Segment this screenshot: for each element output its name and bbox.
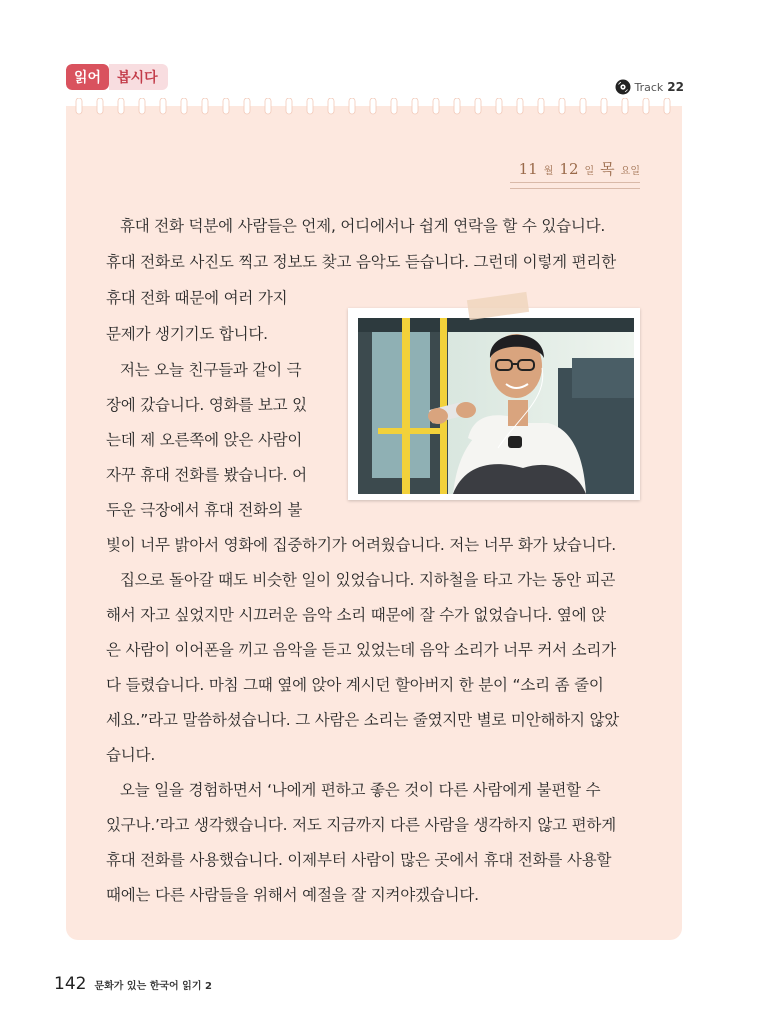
date-month-unit: 월 [543, 166, 554, 177]
body-line-15: 세요.”라고 말씀하셨습니다. 그 사람은 소리는 줄였지만 별로 미안해하지 않았 [106, 711, 620, 729]
body-line-19: 휴대 전화를 사용했습니다. 이제부터 사람이 많은 곳에서 휴대 전화를 사용할 [106, 851, 612, 869]
body-line-18: 있구나.’라고 생각했습니다. 저도 지금까지 다른 사람을 생각하지 않고 편하게 [106, 816, 616, 834]
body-line-11: 집으로 돌아갈 때도 비슷한 일이 있었습니다. 지하철을 타고 가는 동안 피곤 [120, 571, 616, 589]
body-line-14: 다 들렸습니다. 마침 그때 옆에 앉아 계시던 할아버지 한 분이 “소리 좀 줄이 [106, 676, 604, 694]
book-title: 문화가 있는 한국어 읽기 2 [94, 981, 212, 992]
date-weekday: 목 [600, 160, 615, 178]
body-line-1: 휴대 전화 덕분에 사람들은 언제, 어디에서나 쉽게 연락을 할 수 있습니다. [120, 217, 606, 235]
audio-track[interactable] [615, 79, 685, 95]
body-line-4: 문제가 생기기도 합니다. [106, 325, 268, 343]
notebook-binding-holes [66, 98, 682, 118]
body-line-12: 해서 자고 싶었지만 시끄러운 음악 소리 때문에 잘 수가 없었습니다. 옆에 앉 [106, 606, 606, 624]
body-line-20: 때에는 다른 사람들을 위해서 예절을 잘 지켜야겠습니다. [106, 886, 479, 904]
page-footer [54, 974, 212, 994]
body-line-3: 휴대 전화 때문에 여러 가지 [106, 289, 288, 307]
body-line-16: 습니다. [106, 746, 156, 764]
body-line-7: 는데 제 오른쪽에 앉은 사람이 [106, 431, 303, 449]
date-day-unit: 일 [584, 166, 595, 177]
body-line-2: 휴대 전화로 사진도 찍고 정보도 찾고 음악도 듣습니다. 그런데 이렇게 편리한 [106, 253, 616, 271]
date-month: 11 [518, 160, 538, 178]
body-line-9: 두운 극장에서 휴대 전화의 불 [106, 501, 303, 519]
track-number: 22 [667, 80, 684, 94]
body-line-6: 장에 갔습니다. 영화를 보고 있 [106, 396, 307, 414]
date-day: 12 [559, 160, 579, 178]
page-number: 142 [54, 974, 87, 994]
section-badge-read: 읽어 [66, 64, 109, 90]
audio-disc-icon [615, 79, 631, 95]
section-badge [66, 64, 168, 90]
section-badge-lets: 봅시다 [109, 64, 168, 90]
date-underline [510, 182, 640, 189]
body-line-5: 저는 오늘 친구들과 같이 극 [120, 361, 302, 379]
diary-date [519, 158, 640, 179]
body-line-17: 오늘 일을 경험하면서 ‘나에게 편하고 좋은 것이 다른 사람에게 불편할 수 [120, 781, 601, 799]
body-line-13: 은 사람이 이어폰을 끼고 음악을 듣고 있었는데 음악 소리가 너무 커서 소리가 [106, 641, 616, 659]
track-label: Track [634, 80, 664, 94]
body-line-8: 자꾸 휴대 전화를 봤습니다. 어 [106, 466, 307, 484]
date-weekday-unit: 요일 [620, 166, 640, 177]
body-line-10: 빛이 너무 밝아서 영화에 집중하기가 어려웠습니다. 저는 너무 화가 났습니다. [106, 536, 616, 554]
